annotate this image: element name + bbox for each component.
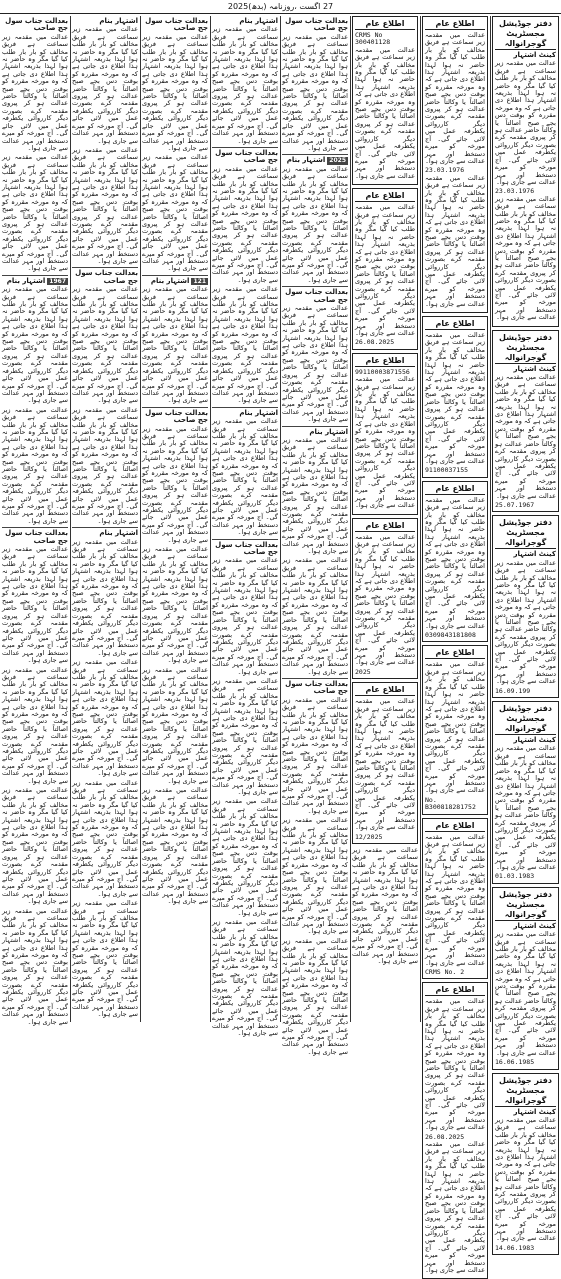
column-3: بعدالت جناب سول جج صاحب عدالت میں مقدمہ زیر سماعت ہے فریق مخالف کو بار بار طلب کیا گیا مگر وہ حاضر نہ ہوا لہذا بذریعہ اشتہار ہذا اطلاع دی جاتی ہے کہ وہ مورخہ مقررہ کو بوقت دس بجے صبح اصالتاً یا وکالتاً حاضر عدالت ہو کر پیروی مقدمہ کرے بصورت دیگر کارروائی یکطرفہ عمل میں لائی جائے گی۔ آج مورخہ کو میرے دستخط اور مہر عدالت سے جاری ہوا۔ عدالت میں مقدمہ زیر سماعت ہے فریق مخالف کو بار بار طلب کیا گیا مگر وہ حاضر نہ ہوا لہذا بذریعہ اشتہار ہذا اطلاع دی جاتی ہے کہ وہ مورخہ مقررہ کو بوقت دس بجے صبح اصالتاً یا وکالتاً حاضر عدالت ہو کر پیروی مقدمہ کرے بصورت دیگر کارروائی یکطرفہ عمل میں لائی جائے گی۔ آج مورخہ کو میرے دستخط اور مہر عدالت سے جاری ہوا۔ 121اشتہار بنام عدالت میں مقدمہ زیر سماعت ہے فریق مخالف کو بار بار طلب کیا گیا مگر وہ حاضر نہ ہوا لہذا بذریعہ اشتہار ہذا اطلاع دی جاتی ہے کہ وہ مورخہ مقررہ کو بوقت دس بجے صبح اصالتاً یا وکالتاً حاضر عدالت ہو کر پیروی مقدمہ کرے بصورت دیگر کارروائی یکطرفہ عمل میں لائی جائے گی۔ آج مورخہ کو میرے دستخط اور مہر عدالت سے جاری ہوا۔ بعدالت جناب سول جج صاحب عدالت میں مقدمہ زیر سماعت ہے فریق مخالف کو بار بار طلب کیا گیا مگر وہ حاضر نہ ہوا لہذا بذریعہ اشتہار ہذا اطلاع دی جاتی ہے کہ وہ مورخہ مقررہ کو بوقت دس بجے صبح اصالتاً یا وکالتاً حاضر عدالت ہو کر پیروی مقدمہ کرے بصورت دیگر کارروائی یکطرفہ عمل میں لائی جائے گی۔ آج مورخہ کو میرے دستخط اور مہر عدالت سے جاری ہوا۔ عدالت میں مقدمہ زیر سماعت ہے فریق مخالف کو بار بار طلب کیا گیا مگر وہ حاضر نہ ہوا لہذا بذریعہ اشتہار ہذا اطلاع دی جاتی ہے کہ وہ مورخہ مقررہ کو بوقت دس بجے صبح اصالتاً یا وکالتاً حاضر عدالت ہو کر پیروی مقدمہ کرے بصورت دیگر کارروائی یکطرفہ عمل میں لائی جائے گی۔ آج مورخہ کو میرے دستخط اور مہر عدالت سے جاری ہوا۔ عدالت میں مقدمہ زیر سماعت ہے فریق مخالف کو بار بار طلب کیا گیا مگر وہ حاضر نہ ہوا لہذا بذریعہ اشتہار ہذا اطلاع دی جاتی ہے کہ وہ مورخہ مقررہ کو بوقت دس بجے صبح اصالتاً یا وکالتاً حاضر عدالت ہو کر پیروی مقدمہ کرے بصورت دیگر کارروائی یکطرفہ عمل میں لائی جائے گی۔ آج مورخہ کو میرے دستخط اور مہر عدالت سے جاری ہوا۔ عدالت میں مقدمہ زیر سماعت ہے فریق مخالف کو بار بار طلب کیا گیا مگر وہ حاضر نہ ہوا لہذا بذریعہ اشتہار ہذا اطلاع دی جاتی ہے کہ وہ مورخہ مقررہ کو بوقت دس بجے صبح اصالتاً یا وکالتاً حاضر عدالت ہو کر پیروی مقدمہ کرے بصورت دیگر کارروائی یکطرفہ عمل میں لائی جائے گی۔ آج مورخہ کو میرے دستخط اور مہر عدالت سے جاری ہوا۔: [142, 17, 208, 906]
public-notice: اطلاع عام عدالت میں مقدمہ زیر سماعت ہے فریق مخالف کو بار بار طلب کیا گیا مگر وہ حاضر نہ ہوا لہذا بذریعہ اشتہار ہذا اطلاع دی جاتی ہے کہ وہ مورخہ مقررہ کو بوقت دس بجے صبح اصالتاً یا وکالتاً حاضر عدالت ہو کر پیروی مقدمہ کرے بصورت دیگر کارروائی یکطرفہ عمل میں لائی جائے گی۔ آج مورخہ کو میرے دستخط اور مہر عدالت سے جاری ہوا۔ 23.03.1976 عدالت میں مقدمہ زیر سماعت ہے فریق مخالف کو بار بار طلب کیا گیا مگر وہ حاضر نہ ہوا لہذا بذریعہ اشتہار ہذا اطلاع دی جاتی ہے کہ وہ مورخہ مقررہ کو بوقت دس بجے صبح اصالتاً یا وکالتاً حاضر عدالت ہو کر پیروی مقدمہ کرے بصورت دیگر کارروائی یکطرفہ عمل میں لائی جائے گی۔ آج مورخہ کو میرے دستخط اور مہر عدالت سے جاری ہوا۔: [422, 16, 488, 313]
court-notice: دفتر جوڈیشل مجسٹریٹ گوجرانوالہ کینٹ اشتہار عدالت میں مقدمہ زیر سماعت ہے فریق مخالف کو بار بار طلب کیا گیا مگر وہ حاضر نہ ہوا لہذا بذریعہ اشتہار ہذا اطلاع دی جاتی ہے کہ وہ مورخہ مقررہ کو بوقت دس بجے صبح اصالتاً یا وکالتاً حاضر عدالت ہو کر پیروی مقدمہ کرے بصورت دیگر کارروائی یکطرفہ عمل میں لائی جائے گی۔ آج مورخہ کو میرے دستخط اور مہر عدالت سے جاری ہوا۔ 01.03.1983: [492, 701, 559, 884]
column-rule: [420, 16, 421, 1022]
column-2: اشتہار بنام عدالت میں مقدمہ زیر سماعت ہے فریق مخالف کو بار بار طلب کیا گیا مگر وہ حاضر نہ ہوا لہذا بذریعہ اشتہار ہذا اطلاع دی جاتی ہے کہ وہ مورخہ مقررہ کو بوقت دس بجے صبح اصالتاً یا وکالتاً حاضر عدالت ہو کر پیروی مقدمہ کرے بصورت دیگر کارروائی یکطرفہ عمل میں لائی جائے گی۔ آج مورخہ کو میرے دستخط اور مہر عدالت سے جاری ہوا۔ عدالت میں مقدمہ زیر سماعت ہے فریق مخالف کو بار بار طلب کیا گیا مگر وہ حاضر نہ ہوا لہذا بذریعہ اشتہار ہذا اطلاع دی جاتی ہے کہ وہ مورخہ مقررہ کو بوقت دس بجے صبح اصالتاً یا وکالتاً حاضر عدالت ہو کر پیروی مقدمہ کرے بصورت دیگر کارروائی یکطرفہ عمل میں لائی جائے گی۔ آج مورخہ کو میرے دستخط اور مہر عدالت سے جاری ہوا۔ بعدالت جناب سول جج صاحب عدالت میں مقدمہ زیر سماعت ہے فریق مخالف کو بار بار طلب کیا گیا مگر وہ حاضر نہ ہوا لہذا بذریعہ اشتہار ہذا اطلاع دی جاتی ہے کہ وہ مورخہ مقررہ کو بوقت دس بجے صبح اصالتاً یا وکالتاً حاضر عدالت ہو کر پیروی مقدمہ کرے بصورت دیگر کارروائی یکطرفہ عمل میں لائی جائے گی۔ آج مورخہ کو میرے دستخط اور مہر عدالت سے جاری ہوا۔ عدالت میں مقدمہ زیر سماعت ہے فریق مخالف کو بار بار طلب کیا گیا مگر وہ حاضر نہ ہوا لہذا بذریعہ اشتہار ہذا اطلاع دی جاتی ہے کہ وہ مورخہ مقررہ کو بوقت دس بجے صبح اصالتاً یا وکالتاً حاضر عدالت ہو کر پیروی مقدمہ کرے بصورت دیگر کارروائی یکطرفہ عمل میں لائی جائے گی۔ آج مورخہ کو میرے دستخط اور مہر عدالت سے جاری ہوا۔ اشتہار بنام عدالت میں مقدمہ زیر سماعت ہے فریق مخالف کو بار بار طلب کیا گیا مگر وہ حاضر نہ ہوا لہذا بذریعہ اشتہار ہذا اطلاع دی جاتی ہے کہ وہ مورخہ مقررہ کو بوقت دس بجے صبح اصالتاً یا وکالتاً حاضر عدالت ہو کر پیروی مقدمہ کرے بصورت دیگر کارروائی یکطرفہ عمل میں لائی جائے گی۔ آج مورخہ کو میرے دستخط اور مہر عدالت سے جاری ہوا۔ عدالت میں مقدمہ زیر سماعت ہے فریق مخالف کو بار بار طلب کیا گیا مگر وہ حاضر نہ ہوا لہذا بذریعہ اشتہار ہذا اطلاع دی جاتی ہے کہ وہ مورخہ مقررہ کو بوقت دس بجے صبح اصالتاً یا وکالتاً حاضر عدالت ہو کر پیروی مقدمہ کرے بصورت دیگر کارروائی یکطرفہ عمل میں لائی جائے گی۔ آج مورخہ کو میرے دستخط اور مہر عدالت سے جاری ہوا۔ عدالت میں مقدمہ زیر سماعت ہے فریق مخالف کو بار بار طلب کیا گیا مگر وہ حاضر نہ ہوا لہذا بذریعہ اشتہار ہذا اطلاع دی جاتی ہے کہ وہ مورخہ مقررہ کو بوقت دس بجے صبح اصالتاً یا وکالتاً حاضر عدالت ہو کر پیروی مقدمہ کرے بصورت دیگر کارروائی یکطرفہ عمل میں لائی جائے گی۔ آج مورخہ کو میرے دستخط اور مہر عدالت سے جاری ہوا۔ عدالت میں مقدمہ زیر سماعت ہے فریق مخالف کو بار بار طلب کیا گیا مگر وہ حاضر نہ ہوا لہذا بذریعہ اشتہار ہذا اطلاع دی جاتی ہے کہ وہ مورخہ مقررہ کو بوقت دس بجے صبح اصالتاً یا وکالتاً حاضر عدالت ہو کر پیروی مقدمہ کرے بصورت دیگر کارروائی یکطرفہ عمل میں لائی جائے گی۔ آج مورخہ کو میرے دستخط اور مہر عدالت سے جاری ہوا۔: [72, 17, 138, 1019]
column-rule: [490, 16, 491, 1022]
court-notice: دفتر جوڈیشل مجسٹریٹ گوجرانوالہ کینٹ اشتہار عدالت میں مقدمہ زیر سماعت ہے فریق مخالف کو بار بار طلب کیا گیا مگر وہ حاضر نہ ہوا لہذا بذریعہ اشتہار ہذا اطلاع دی جاتی ہے کہ وہ مورخہ مقررہ کو بوقت دس بجے صبح اصالتاً یا وکالتاً حاضر عدالت ہو کر پیروی مقدمہ کرے بصورت دیگر کارروائی یکطرفہ عمل میں لائی جائے گی۔ آج مورخہ کو میرے دستخط اور مہر عدالت سے جاری ہوا۔ 14.06.1983: [492, 1073, 559, 1256]
public-notice: اطلاع عام عدالت میں مقدمہ زیر سماعت ہے فریق مخالف کو بار بار طلب کیا گیا مگر وہ حاضر نہ ہوا لہذا بذریعہ اشتہار ہذا اطلاع دی جاتی ہے کہ وہ مورخہ مقررہ کو بوقت دس بجے صبح اصالتاً یا وکالتاً حاضر عدالت ہو کر پیروی مقدمہ کرے بصورت دیگر کارروائی یکطرفہ عمل میں لائی جائے گی۔ آج مورخہ کو میرے دستخط اور مہر عدالت سے جاری ہوا۔ 2025: [352, 518, 418, 680]
masthead: [0, 0, 561, 14]
column-rule: [70, 16, 71, 1022]
public-notice: اطلاع عام عدالت میں مقدمہ زیر سماعت ہے فریق مخالف کو بار بار طلب کیا گیا مگر وہ حاضر نہ ہوا لہذا بذریعہ اشتہار ہذا اطلاع دی جاتی ہے کہ وہ مورخہ مقررہ کو بوقت دس بجے صبح اصالتاً یا وکالتاً حاضر عدالت ہو کر پیروی مقدمہ کرے بصورت دیگر کارروائی یکطرفہ عمل میں لائی جائے گی۔ آج مورخہ کو میرے دستخط اور مہر عدالت سے جاری ہوا۔ No. B300818281752: [422, 645, 488, 814]
court-notice: دفتر جوڈیشل مجسٹریٹ گوجرانوالہ کینٹ اشتہار عدالت میں مقدمہ زیر سماعت ہے فریق مخالف کو بار بار طلب کیا گیا مگر وہ حاضر نہ ہوا لہذا بذریعہ اشتہار ہذا اطلاع دی جاتی ہے کہ وہ مورخہ مقررہ کو بوقت دس بجے صبح اصالتاً یا وکالتاً حاضر عدالت ہو کر پیروی مقدمہ کرے بصورت دیگر کارروائی یکطرفہ عمل میں لائی جائے گی۔ آج مورخہ کو میرے دستخط اور مہر عدالت سے جاری ہوا۔ 25.07.1967: [492, 330, 559, 513]
column-rule: [350, 16, 351, 1022]
column-6: اطلاع عام CRMS No 300401128 عدالت میں مقدمہ زیر سماعت ہے فریق مخالف کو بار بار طلب کیا گیا مگر وہ حاضر نہ ہوا لہذا بذریعہ اشتہار ہذا اطلاع دی جاتی ہے کہ وہ مورخہ مقررہ کو بوقت دس بجے صبح اصالتاً یا وکالتاً حاضر عدالت ہو کر پیروی مقدمہ کرے بصورت دیگر کارروائی یکطرفہ عمل میں لائی جائے گی۔ آج مورخہ کو میرے دستخط اور مہر عدالت سے جاری ہوا۔ اطلاع عام عدالت میں مقدمہ زیر سماعت ہے فریق مخالف کو بار بار طلب کیا گیا مگر وہ حاضر نہ ہوا لہذا بذریعہ اشتہار ہذا اطلاع دی جاتی ہے کہ وہ مورخہ مقررہ کو بوقت دس بجے صبح اصالتاً یا وکالتاً حاضر عدالت ہو کر پیروی مقدمہ کرے بصورت دیگر کارروائی یکطرفہ عمل میں لائی جائے گی۔ آج مورخہ کو میرے دستخط اور مہر عدالت سے جاری ہوا۔ 26.08.2025 اطلاع عام 99110003871556 عدالت میں مقدمہ زیر سماعت ہے فریق مخالف کو بار بار طلب کیا گیا مگر وہ حاضر نہ ہوا لہذا بذریعہ اشتہار ہذا اطلاع دی جاتی ہے کہ وہ مورخہ مقررہ کو بوقت دس بجے صبح اصالتاً یا وکالتاً حاضر عدالت ہو کر پیروی مقدمہ کرے بصورت دیگر کارروائی یکطرفہ عمل میں لائی جائے گی۔ آج مورخہ کو میرے دستخط اور مہر عدالت سے جاری ہوا۔ اطلاع عام عدالت میں مقدمہ زیر سماعت ہے فریق مخالف کو بار بار طلب کیا گیا مگر وہ حاضر نہ ہوا لہذا بذریعہ اشتہار ہذا اطلاع دی جاتی ہے کہ وہ مورخہ مقررہ کو بوقت دس بجے صبح اصالتاً یا وکالتاً حاضر عدالت ہو کر پیروی مقدمہ کرے بصورت دیگر کارروائی یکطرفہ عمل میں لائی جائے گی۔ آج مورخہ کو میرے دستخط اور مہر عدالت سے جاری ہوا۔ 2025 اطلاع عام عدالت میں مقدمہ زیر سماعت ہے فریق مخالف کو بار بار طلب کیا گیا مگر وہ حاضر نہ ہوا لہذا بذریعہ اشتہار ہذا اطلاع دی جاتی ہے کہ وہ مورخہ مقررہ کو بوقت دس بجے صبح اصالتاً یا وکالتاً حاضر عدالت ہو کر پیروی مقدمہ کرے بصورت دیگر کارروائی یکطرفہ عمل میں لائی جائے گی۔ آج مورخہ کو میرے دستخط اور مہر عدالت سے جاری ہوا۔ 12/2025 عدالت میں مقدمہ زیر سماعت ہے فریق مخالف کو بار بار طلب کیا گیا مگر وہ حاضر نہ ہوا لہذا بذریعہ اشتہار ہذا اطلاع دی جاتی ہے کہ وہ مورخہ مقررہ کو بوقت دس بجے صبح اصالتاً یا وکالتاً حاضر عدالت ہو کر پیروی مقدمہ کرے بصورت دیگر کارروائی یکطرفہ عمل میں لائی جائے گی۔ آج مورخہ کو میرے دستخط اور مہر عدالت سے جاری ہوا۔: [352, 16, 418, 1022]
column-rule: [210, 16, 211, 1022]
public-notice: اطلاع عام عدالت میں مقدمہ زیر سماعت ہے فریق مخالف کو بار بار طلب کیا گیا مگر وہ حاضر نہ ہوا لہذا بذریعہ اشتہار ہذا اطلاع دی جاتی ہے کہ وہ مورخہ مقررہ کو بوقت دس بجے صبح اصالتاً یا وکالتاً حاضر عدالت ہو کر پیروی مقدمہ کرے بصورت دیگر کارروائی یکطرفہ عمل میں لائی جائے گی۔ آج مورخہ کو میرے دستخط اور مہر عدالت سے جاری ہوا۔ CRMS No. 2: [422, 818, 488, 980]
public-notice: اطلاع عام عدالت میں مقدمہ زیر سماعت ہے فریق مخالف کو بار بار طلب کیا گیا مگر وہ حاضر نہ ہوا لہذا بذریعہ اشتہار ہذا اطلاع دی جاتی ہے کہ وہ مورخہ مقررہ کو بوقت دس بجے صبح اصالتاً یا وکالتاً حاضر عدالت ہو کر پیروی مقدمہ کرے بصورت دیگر کارروائی یکطرفہ عمل میں لائی جائے گی۔ آج مورخہ کو میرے دستخط اور مہر عدالت سے جاری ہوا۔ 12/2025: [352, 682, 418, 844]
column-8: [492, 16, 559, 1252]
court-notice: دفتر جوڈیشل مجسٹریٹ گوجرانوالہ کینٹ اشتہار عدالت میں مقدمہ زیر سماعت ہے فریق مخالف کو بار بار طلب کیا گیا مگر وہ حاضر نہ ہوا لہذا بذریعہ اشتہار ہذا اطلاع دی جاتی ہے کہ وہ مورخہ مقررہ کو بوقت دس بجے صبح اصالتاً یا وکالتاً حاضر عدالت ہو کر پیروی مقدمہ کرے بصورت دیگر کارروائی یکطرفہ عمل میں لائی جائے گی۔ آج مورخہ کو میرے دستخط اور مہر عدالت سے جاری ہوا۔ 16.06.1985: [492, 887, 559, 1070]
public-notice: اطلاع عام عدالت میں مقدمہ زیر سماعت ہے فریق مخالف کو بار بار طلب کیا گیا مگر وہ حاضر نہ ہوا لہذا بذریعہ اشتہار ہذا اطلاع دی جاتی ہے کہ وہ مورخہ مقررہ کو بوقت دس بجے صبح اصالتاً یا وکالتاً حاضر عدالت ہو کر پیروی مقدمہ کرے بصورت دیگر کارروائی یکطرفہ عمل میں لائی جائے گی۔ آج مورخہ کو میرے دستخط اور مہر عدالت سے جاری ہوا۔ 26.08.2025: [352, 188, 418, 350]
public-notice: اطلاع عام CRMS No 300401128 عدالت میں مقدمہ زیر سماعت ہے فریق مخالف کو بار بار طلب کیا گیا مگر وہ حاضر نہ ہوا لہذا بذریعہ اشتہار ہذا اطلاع دی جاتی ہے کہ وہ مورخہ مقررہ کو بوقت دس بجے صبح اصالتاً یا وکالتاً حاضر عدالت ہو کر پیروی مقدمہ کرے بصورت دیگر کارروائی یکطرفہ عمل میں لائی جائے گی۔ آج مورخہ کو میرے دستخط اور مہر عدالت سے جاری ہوا۔: [352, 16, 418, 185]
masthead-rule: [0, 13, 561, 14]
public-notice: اطلاع عام عدالت میں مقدمہ زیر سماعت ہے فریق مخالف کو بار بار طلب کیا گیا مگر وہ حاضر نہ ہوا لہذا بذریعہ اشتہار ہذا اطلاع دی جاتی ہے کہ وہ مورخہ مقررہ کو بوقت دس بجے صبح اصالتاً یا وکالتاً حاضر عدالت ہو کر پیروی مقدمہ کرے بصورت دیگر کارروائی یکطرفہ عمل میں لائی جائے گی۔ آج مورخہ کو میرے دستخط اور مہر عدالت سے جاری ہوا۔ 91100037155: [422, 316, 488, 478]
column-7: [422, 16, 488, 1274]
column-1: بعدالت جناب سول جج صاحب عدالت میں مقدمہ زیر سماعت ہے فریق مخالف کو بار بار طلب کیا گیا مگر وہ حاضر نہ ہوا لہذا بذریعہ اشتہار ہذا اطلاع دی جاتی ہے کہ وہ مورخہ مقررہ کو بوقت دس بجے صبح اصالتاً یا وکالتاً حاضر عدالت ہو کر پیروی مقدمہ کرے بصورت دیگر کارروائی یکطرفہ عمل میں لائی جائے گی۔ آج مورخہ کو میرے دستخط اور مہر عدالت سے جاری ہوا۔ عدالت میں مقدمہ زیر سماعت ہے فریق مخالف کو بار بار طلب کیا گیا مگر وہ حاضر نہ ہوا لہذا بذریعہ اشتہار ہذا اطلاع دی جاتی ہے کہ وہ مورخہ مقررہ کو بوقت دس بجے صبح اصالتاً یا وکالتاً حاضر عدالت ہو کر پیروی مقدمہ کرے بصورت دیگر کارروائی یکطرفہ عمل میں لائی جائے گی۔ آج مورخہ کو میرے دستخط اور مہر عدالت سے جاری ہوا۔ 1967اشتہار بنام عدالت میں مقدمہ زیر سماعت ہے فریق مخالف کو بار بار طلب کیا گیا مگر وہ حاضر نہ ہوا لہذا بذریعہ اشتہار ہذا اطلاع دی جاتی ہے کہ وہ مورخہ مقررہ کو بوقت دس بجے صبح اصالتاً یا وکالتاً حاضر عدالت ہو کر پیروی مقدمہ کرے بصورت دیگر کارروائی یکطرفہ عمل میں لائی جائے گی۔ آج مورخہ کو میرے دستخط اور مہر عدالت سے جاری ہوا۔ عدالت میں مقدمہ زیر سماعت ہے فریق مخالف کو بار بار طلب کیا گیا مگر وہ حاضر نہ ہوا لہذا بذریعہ اشتہار ہذا اطلاع دی جاتی ہے کہ وہ مورخہ مقررہ کو بوقت دس بجے صبح اصالتاً یا وکالتاً حاضر عدالت ہو کر پیروی مقدمہ کرے بصورت دیگر کارروائی یکطرفہ عمل میں لائی جائے گی۔ آج مورخہ کو میرے دستخط اور مہر عدالت سے جاری ہوا۔ بعدالت جناب سول جج صاحب عدالت میں مقدمہ زیر سماعت ہے فریق مخالف کو بار بار طلب کیا گیا مگر وہ حاضر نہ ہوا لہذا بذریعہ اشتہار ہذا اطلاع دی جاتی ہے کہ وہ مورخہ مقررہ کو بوقت دس بجے صبح اصالتاً یا وکالتاً حاضر عدالت ہو کر پیروی مقدمہ کرے بصورت دیگر کارروائی یکطرفہ عمل میں لائی جائے گی۔ آج مورخہ کو میرے دستخط اور مہر عدالت سے جاری ہوا۔ عدالت میں مقدمہ زیر سماعت ہے فریق مخالف کو بار بار طلب کیا گیا مگر وہ حاضر نہ ہوا لہذا بذریعہ اشتہار ہذا اطلاع دی جاتی ہے کہ وہ مورخہ مقررہ کو بوقت دس بجے صبح اصالتاً یا وکالتاً حاضر عدالت ہو کر پیروی مقدمہ کرے بصورت دیگر کارروائی یکطرفہ عمل میں لائی جائے گی۔ آج مورخہ کو میرے دستخط اور مہر عدالت سے جاری ہوا۔ عدالت میں مقدمہ زیر سماعت ہے فریق مخالف کو بار بار طلب کیا گیا مگر وہ حاضر نہ ہوا لہذا بذریعہ اشتہار ہذا اطلاع دی جاتی ہے کہ وہ مورخہ مقررہ کو بوقت دس بجے صبح اصالتاً یا وکالتاً حاضر عدالت ہو کر پیروی مقدمہ کرے بصورت دیگر کارروائی یکطرفہ عمل میں لائی جائے گی۔ آج مورخہ کو میرے دستخط اور مہر عدالت سے جاری ہوا۔ عدالت میں مقدمہ زیر سماعت ہے فریق مخالف کو بار بار طلب کیا گیا مگر وہ حاضر نہ ہوا لہذا بذریعہ اشتہار ہذا اطلاع دی جاتی ہے کہ وہ مورخہ مقررہ کو بوقت دس بجے صبح اصالتاً یا وکالتاً حاضر عدالت ہو کر پیروی مقدمہ کرے بصورت دیگر کارروائی یکطرفہ عمل میں لائی جائے گی۔ آج مورخہ کو میرے دستخط اور مہر عدالت سے جاری ہوا۔: [2, 17, 68, 1026]
public-notice: اطلاع عام عدالت میں مقدمہ زیر سماعت ہے فریق مخالف کو بار بار طلب کیا گیا مگر وہ حاضر نہ ہوا لہذا بذریعہ اشتہار ہذا اطلاع دی جاتی ہے کہ وہ مورخہ مقررہ کو بوقت دس بجے صبح اصالتاً یا وکالتاً حاضر عدالت ہو کر پیروی مقدمہ کرے بصورت دیگر کارروائی یکطرفہ عمل میں لائی جائے گی۔ آج مورخہ کو میرے دستخط اور مہر عدالت سے جاری ہوا۔ 26.08.2025 عدالت میں مقدمہ زیر سماعت ہے فریق مخالف کو بار بار طلب کیا گیا مگر وہ حاضر نہ ہوا لہذا بذریعہ اشتہار ہذا اطلاع دی جاتی ہے کہ وہ مورخہ مقررہ کو بوقت دس بجے صبح اصالتاً یا وکالتاً حاضر عدالت ہو کر پیروی مقدمہ کرے بصورت دیگر کارروائی یکطرفہ عمل میں لائی جائے گی۔ آج مورخہ کو میرے دستخط اور مہر عدالت سے جاری ہوا۔: [422, 982, 488, 1279]
court-notice: دفتر جوڈیشل مجسٹریٹ گوجرانوالہ کینٹ اشتہار عدالت میں مقدمہ زیر سماعت ہے فریق مخالف کو بار بار طلب کیا گیا مگر وہ حاضر نہ ہوا لہذا بذریعہ اشتہار ہذا اطلاع دی جاتی ہے کہ وہ مورخہ مقررہ کو بوقت دس بجے صبح اصالتاً یا وکالتاً حاضر عدالت ہو کر پیروی مقدمہ کرے بصورت دیگر کارروائی یکطرفہ عمل میں لائی جائے گی۔ آج مورخہ کو میرے دستخط اور مہر عدالت سے جاری ہوا۔ 16.09.199: [492, 515, 559, 698]
column-5: بعدالت جناب سول جج صاحب عدالت میں مقدمہ زیر سماعت ہے فریق مخالف کو بار بار طلب کیا گیا مگر وہ حاضر نہ ہوا لہذا بذریعہ اشتہار ہذا اطلاع دی جاتی ہے کہ وہ مورخہ مقررہ کو بوقت دس بجے صبح اصالتاً یا وکالتاً حاضر عدالت ہو کر پیروی مقدمہ کرے بصورت دیگر کارروائی یکطرفہ عمل میں لائی جائے گی۔ آج مورخہ کو میرے دستخط اور مہر عدالت سے جاری ہوا۔ 2025اشتہار بنام عدالت میں مقدمہ زیر سماعت ہے فریق مخالف کو بار بار طلب کیا گیا مگر وہ حاضر نہ ہوا لہذا بذریعہ اشتہار ہذا اطلاع دی جاتی ہے کہ وہ مورخہ مقررہ کو بوقت دس بجے صبح اصالتاً یا وکالتاً حاضر عدالت ہو کر پیروی مقدمہ کرے بصورت دیگر کارروائی یکطرفہ عمل میں لائی جائے گی۔ آج مورخہ کو میرے دستخط اور مہر عدالت سے جاری ہوا۔ بعدالت جناب سول جج صاحب عدالت میں مقدمہ زیر سماعت ہے فریق مخالف کو بار بار طلب کیا گیا مگر وہ حاضر نہ ہوا لہذا بذریعہ اشتہار ہذا اطلاع دی جاتی ہے کہ وہ مورخہ مقررہ کو بوقت دس بجے صبح اصالتاً یا وکالتاً حاضر عدالت ہو کر پیروی مقدمہ کرے بصورت دیگر کارروائی یکطرفہ عمل میں لائی جائے گی۔ آج مورخہ کو میرے دستخط اور مہر عدالت سے جاری ہوا۔ اشتہار بنام عدالت میں مقدمہ زیر سماعت ہے فریق مخالف کو بار بار طلب کیا گیا مگر وہ حاضر نہ ہوا لہذا بذریعہ اشتہار ہذا اطلاع دی جاتی ہے کہ وہ مورخہ مقررہ کو بوقت دس بجے صبح اصالتاً یا وکالتاً حاضر عدالت ہو کر پیروی مقدمہ کرے بصورت دیگر کارروائی یکطرفہ عمل میں لائی جائے گی۔ آج مورخہ کو میرے دستخط اور مہر عدالت سے جاری ہوا۔ عدالت میں مقدمہ زیر سماعت ہے فریق مخالف کو بار بار طلب کیا گیا مگر وہ حاضر نہ ہوا لہذا بذریعہ اشتہار ہذا اطلاع دی جاتی ہے کہ وہ مورخہ مقررہ کو بوقت دس بجے صبح اصالتاً یا وکالتاً حاضر عدالت ہو کر پیروی مقدمہ کرے بصورت دیگر کارروائی یکطرفہ عمل میں لائی جائے گی۔ آج مورخہ کو میرے دستخط اور مہر عدالت سے جاری ہوا۔ بعدالت جناب سول جج صاحب عدالت میں مقدمہ زیر سماعت ہے فریق مخالف کو بار بار طلب کیا گیا مگر وہ حاضر نہ ہوا لہذا بذریعہ اشتہار ہذا اطلاع دی جاتی ہے کہ وہ مورخہ مقررہ کو بوقت دس بجے صبح اصالتاً یا وکالتاً حاضر عدالت ہو کر پیروی مقدمہ کرے بصورت دیگر کارروائی یکطرفہ عمل میں لائی جائے گی۔ آج مورخہ کو میرے دستخط اور مہر عدالت سے جاری ہوا۔ عدالت میں مقدمہ زیر سماعت ہے فریق مخالف کو بار بار طلب کیا گیا مگر وہ حاضر نہ ہوا لہذا بذریعہ اشتہار ہذا اطلاع دی جاتی ہے کہ وہ مورخہ مقررہ کو بوقت دس بجے صبح اصالتاً یا وکالتاً حاضر عدالت ہو کر پیروی مقدمہ کرے بصورت دیگر کارروائی یکطرفہ عمل میں لائی جائے گی۔ آج مورخہ کو میرے دستخط اور مہر عدالت سے جاری ہوا۔ عدالت میں مقدمہ زیر سماعت ہے فریق مخالف کو بار بار طلب کیا گیا مگر وہ حاضر نہ ہوا لہذا بذریعہ اشتہار ہذا اطلاع دی جاتی ہے کہ وہ مورخہ مقررہ کو بوقت دس بجے صبح اصالتاً یا وکالتاً حاضر عدالت ہو کر پیروی مقدمہ کرے بصورت دیگر کارروائی یکطرفہ عمل میں لائی جائے گی۔ آج مورخہ کو میرے دستخط اور مہر عدالت سے جاری ہوا۔: [282, 17, 348, 1056]
public-notice: اطلاع عام عدالت میں مقدمہ زیر سماعت ہے فریق مخالف کو بار بار طلب کیا گیا مگر وہ حاضر نہ ہوا لہذا بذریعہ اشتہار ہذا اطلاع دی جاتی ہے کہ وہ مورخہ مقررہ کو بوقت دس بجے صبح اصالتاً یا وکالتاً حاضر عدالت ہو کر پیروی مقدمہ کرے بصورت دیگر کارروائی یکطرفہ عمل میں لائی جائے گی۔ آج مورخہ کو میرے دستخط اور مہر عدالت سے جاری ہوا۔ 0309843181808: [422, 481, 488, 643]
column-rule: [140, 16, 141, 1022]
column-4: اشتہار بنام عدالت میں مقدمہ زیر سماعت ہے فریق مخالف کو بار بار طلب کیا گیا مگر وہ حاضر نہ ہوا لہذا بذریعہ اشتہار ہذا اطلاع دی جاتی ہے کہ وہ مورخہ مقررہ کو بوقت دس بجے صبح اصالتاً یا وکالتاً حاضر عدالت ہو کر پیروی مقدمہ کرے بصورت دیگر کارروائی یکطرفہ عمل میں لائی جائے گی۔ آج مورخہ کو میرے دستخط اور مہر عدالت سے جاری ہوا۔ بعدالت جناب سول جج صاحب عدالت میں مقدمہ زیر سماعت ہے فریق مخالف کو بار بار طلب کیا گیا مگر وہ حاضر نہ ہوا لہذا بذریعہ اشتہار ہذا اطلاع دی جاتی ہے کہ وہ مورخہ مقررہ کو بوقت دس بجے صبح اصالتاً یا وکالتاً حاضر عدالت ہو کر پیروی مقدمہ کرے بصورت دیگر کارروائی یکطرفہ عمل میں لائی جائے گی۔ آج مورخہ کو میرے دستخط اور مہر عدالت سے جاری ہوا۔ عدالت میں مقدمہ زیر سماعت ہے فریق مخالف کو بار بار طلب کیا گیا مگر وہ حاضر نہ ہوا لہذا بذریعہ اشتہار ہذا اطلاع دی جاتی ہے کہ وہ مورخہ مقررہ کو بوقت دس بجے صبح اصالتاً یا وکالتاً حاضر عدالت ہو کر پیروی مقدمہ کرے بصورت دیگر کارروائی یکطرفہ عمل میں لائی جائے گی۔ آج مورخہ کو میرے دستخط اور مہر عدالت سے جاری ہوا۔ اشتہار بنام عدالت میں مقدمہ زیر سماعت ہے فریق مخالف کو بار بار طلب کیا گیا مگر وہ حاضر نہ ہوا لہذا بذریعہ اشتہار ہذا اطلاع دی جاتی ہے کہ وہ مورخہ مقررہ کو بوقت دس بجے صبح اصالتاً یا وکالتاً حاضر عدالت ہو کر پیروی مقدمہ کرے بصورت دیگر کارروائی یکطرفہ عمل میں لائی جائے گی۔ آج مورخہ کو میرے دستخط اور مہر عدالت سے جاری ہوا۔ بعدالت جناب سول جج صاحب عدالت میں مقدمہ زیر سماعت ہے فریق مخالف کو بار بار طلب کیا گیا مگر وہ حاضر نہ ہوا لہذا بذریعہ اشتہار ہذا اطلاع دی جاتی ہے کہ وہ مورخہ مقررہ کو بوقت دس بجے صبح اصالتاً یا وکالتاً حاضر عدالت ہو کر پیروی مقدمہ کرے بصورت دیگر کارروائی یکطرفہ عمل میں لائی جائے گی۔ آج مورخہ کو میرے دستخط اور مہر عدالت سے جاری ہوا۔ عدالت میں مقدمہ زیر سماعت ہے فریق مخالف کو بار بار طلب کیا گیا مگر وہ حاضر نہ ہوا لہذا بذریعہ اشتہار ہذا اطلاع دی جاتی ہے کہ وہ مورخہ مقررہ کو بوقت دس بجے صبح اصالتاً یا وکالتاً حاضر عدالت ہو کر پیروی مقدمہ کرے بصورت دیگر کارروائی یکطرفہ عمل میں لائی جائے گی۔ آج مورخہ کو میرے دستخط اور مہر عدالت سے جاری ہوا۔ عدالت میں مقدمہ زیر سماعت ہے فریق مخالف کو بار بار طلب کیا گیا مگر وہ حاضر نہ ہوا لہذا بذریعہ اشتہار ہذا اطلاع دی جاتی ہے کہ وہ مورخہ مقررہ کو بوقت دس بجے صبح اصالتاً یا وکالتاً حاضر عدالت ہو کر پیروی مقدمہ کرے بصورت دیگر کارروائی یکطرفہ عمل میں لائی جائے گی۔ آج مورخہ کو میرے دستخط اور مہر عدالت سے جاری ہوا۔ عدالت میں مقدمہ زیر سماعت ہے فریق مخالف کو بار بار طلب کیا گیا مگر وہ حاضر نہ ہوا لہذا بذریعہ اشتہار ہذا اطلاع دی جاتی ہے کہ وہ مورخہ مقررہ کو بوقت دس بجے صبح اصالتاً یا وکالتاً حاضر عدالت ہو کر پیروی مقدمہ کرے بصورت دیگر کارروائی یکطرفہ عمل میں لائی جائے گی۔ آج مورخہ کو میرے دستخط اور مہر عدالت سے جاری ہوا۔: [212, 17, 278, 1038]
masthead-date: 2025(بدھ) 27 اگست ،روزنامہ: [222, 2, 339, 11]
column-rule: [280, 16, 281, 1022]
public-notice: اطلاع عام 99110003871556 عدالت میں مقدمہ زیر سماعت ہے فریق مخالف کو بار بار طلب کیا گیا مگر وہ حاضر نہ ہوا لہذا بذریعہ اشتہار ہذا اطلاع دی جاتی ہے کہ وہ مورخہ مقررہ کو بوقت دس بجے صبح اصالتاً یا وکالتاً حاضر عدالت ہو کر پیروی مقدمہ کرے بصورت دیگر کارروائی یکطرفہ عمل میں لائی جائے گی۔ آج مورخہ کو میرے دستخط اور مہر عدالت سے جاری ہوا۔: [352, 353, 418, 515]
court-notice: دفتر جوڈیشل مجسٹریٹ گوجرانوالہ کینٹ اشتہار عدالت میں مقدمہ زیر سماعت ہے فریق مخالف کو بار بار طلب کیا گیا مگر وہ حاضر نہ ہوا لہذا بذریعہ اشتہار ہذا اطلاع دی جاتی ہے کہ وہ مورخہ مقررہ کو بوقت دس بجے صبح اصالتاً یا وکالتاً حاضر عدالت ہو کر پیروی مقدمہ کرے بصورت دیگر کارروائی یکطرفہ عمل میں لائی جائے گی۔ آج مورخہ کو میرے دستخط اور مہر عدالت سے جاری ہوا۔ 23.03.1976 عدالت میں مقدمہ زیر سماعت ہے فریق مخالف کو بار بار طلب کیا گیا مگر وہ حاضر نہ ہوا لہذا بذریعہ اشتہار ہذا اطلاع دی جاتی ہے کہ وہ مورخہ مقررہ کو بوقت دس بجے صبح اصالتاً یا وکالتاً حاضر عدالت ہو کر پیروی مقدمہ کرے بصورت دیگر کارروائی یکطرفہ عمل میں لائی جائے گی۔ آج مورخہ کو میرے دستخط اور مہر عدالت سے جاری ہوا۔: [492, 16, 559, 327]
